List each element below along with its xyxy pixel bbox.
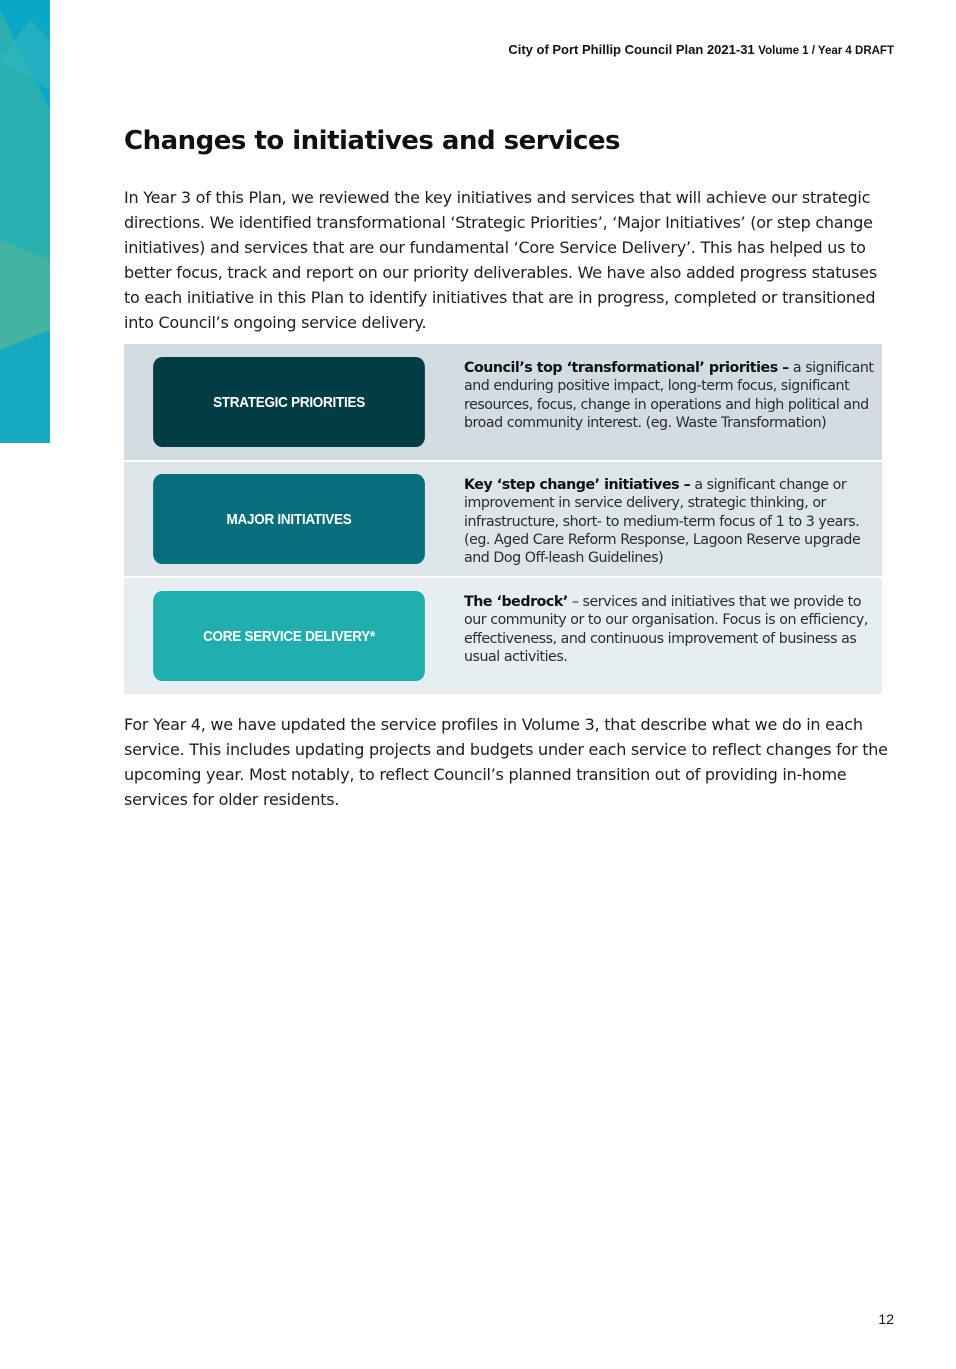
tier-label: CORE SERVICE DELIVERY* xyxy=(203,627,375,645)
running-header xyxy=(508,42,894,57)
document-volume: Volume 1 / Year 4 DRAFT xyxy=(758,45,894,57)
tier-label-box xyxy=(153,591,425,681)
tier-description-body: a significant change or improvement in service delivery, strategic thinking, or infrastructure, short- to medium-term focus of 1 to 3 years. (eg. Aged Care Reform Response, Lagoon Reserve upgrade and Dog Off-leash Guidelines) xyxy=(464,477,861,567)
tier-label-box xyxy=(153,474,425,564)
intro-paragraph: In Year 3 of this Plan, we reviewed the key initiatives and services that will achieve our strategic directions. We identified transformational ‘Strategic Priorities’, ‘Major Initiatives’ (or step change initiatives) and services that are our fundamental ‘Core Service Delivery’. This has helped us to better focus, track and report on our priority deliverables. We have also added progress statuses to each initiative in this Plan to identify initiatives that are in progress, completed or transitioned into Council’s ongoing service delivery. xyxy=(124,188,877,332)
tier-label-box xyxy=(153,357,425,447)
tier-row-major-initiatives xyxy=(124,462,882,576)
tier-row-core-service-delivery xyxy=(124,578,882,694)
tier-label: MAJOR INITIATIVES xyxy=(226,510,352,528)
tier-description-body: – services and initiatives that we provide to our community or to our organisation. Focus is on efficiency, effectiveness, and continuous improvement of business as usual activities. xyxy=(464,594,868,665)
tier-description-lead: Council’s top ‘transformational’ priorities – xyxy=(464,360,789,376)
tier-row-strategic-priorities xyxy=(124,344,882,460)
tier-description xyxy=(464,476,884,567)
decorative-side-band xyxy=(0,0,50,443)
outro-paragraph: For Year 4, we have updated the service profiles in Volume 3, that describe what we do in each service. This includes updating projects and budgets under each service to reflect changes for the upcoming year. Most notably, to reflect Council’s planned transition out of providing in-home services for older residents. xyxy=(124,715,888,809)
tier-description-lead: The ‘bedrock’ xyxy=(464,594,568,610)
initiative-tiers-table xyxy=(124,344,882,694)
tier-label: STRATEGIC PRIORITIES xyxy=(213,393,365,411)
page-number: 12 xyxy=(878,1311,894,1327)
tier-description-body: a significant and enduring positive impact, long-term focus, significant resources, focus, change in operations and high political and broad community interest. (eg. Waste Transformation) xyxy=(464,360,874,431)
section-heading: Changes to initiatives and services xyxy=(124,126,620,156)
tier-description xyxy=(464,359,884,432)
tier-description-lead: Key ‘step change’ initiatives – xyxy=(464,477,691,493)
document-title: City of Port Phillip Council Plan 2021-31 xyxy=(508,42,755,57)
tier-description xyxy=(464,593,884,666)
